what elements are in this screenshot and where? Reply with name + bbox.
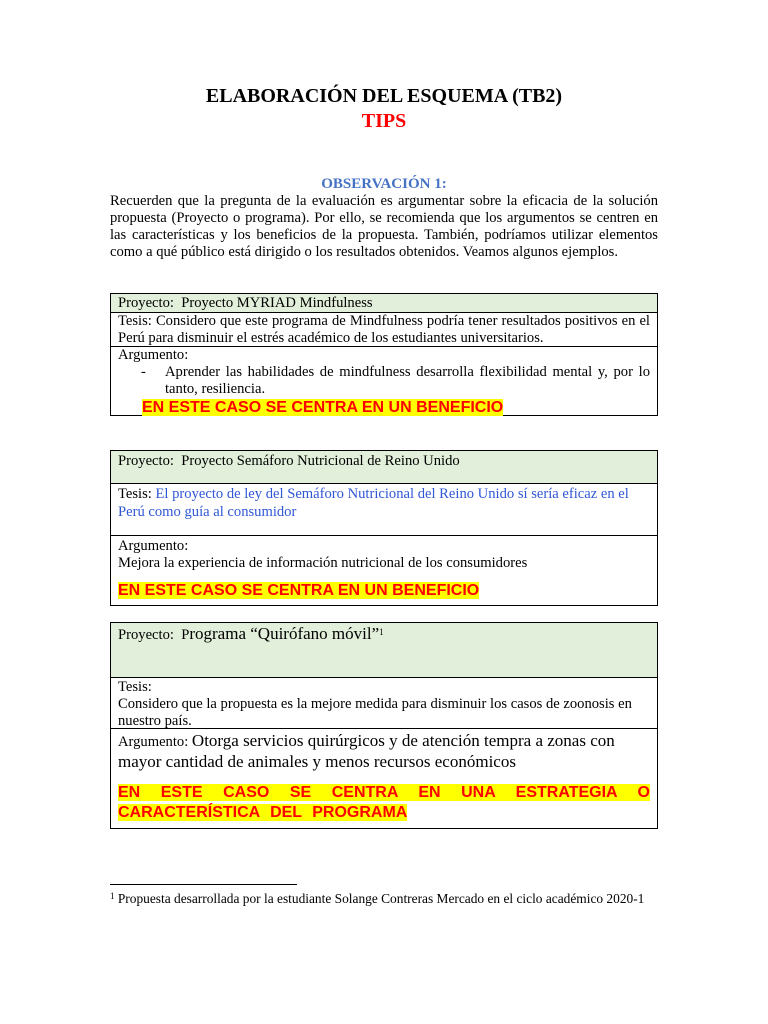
tesis-row (111, 484, 657, 536)
tesis-label: Tesis: (118, 679, 152, 695)
proyecto-value: Proyecto Semáforo Nutricional de Reino Unido (181, 453, 460, 469)
argumento-list-item (118, 364, 650, 398)
footnote-separator (110, 884, 297, 885)
tesis-label: Tesis: (118, 486, 152, 502)
footnote-number: 1 (110, 891, 115, 901)
example-box-3 (110, 622, 658, 829)
argumento-value: Mejora la experiencia de información nutricional de los consumidores (118, 555, 528, 571)
argumento-row (111, 536, 657, 605)
page-title: ELABORACIÓN DEL ESQUEMA (TB2) (205, 85, 563, 107)
argumento-value: Otorga servicios quirúrgicos y de atención tempra a zonas con mayor cantidad de animales y menos recursos económicos (118, 731, 615, 771)
footnote (110, 890, 658, 907)
tesis-row (111, 678, 657, 729)
example-box-1 (110, 293, 658, 416)
proyecto-value: Proyecto MYRIAD Mindfulness (181, 295, 373, 311)
proyecto-value-first: P (181, 627, 190, 643)
tesis-value: Considero que la propuesta es la mejore medida para disminuir los casos de zoonosis en nuestro país. (118, 696, 632, 729)
argumento-label: Argumento: (118, 347, 189, 363)
proyecto-value-rest: rograma “Quirófano móvil” (189, 624, 380, 643)
tesis-value: Considero que este programa de Mindfulness podría tener resultados positivos en el Perú para disminuir el estrés académico de los estudiantes universitarios. (118, 313, 650, 346)
page-subtitle: TIPS (361, 110, 407, 132)
argumento-value: Aprender las habilidades de mindfulness desarrolla flexibilidad mental y, por lo tanto, resiliencia. (165, 364, 650, 397)
proyecto-label: Proyecto: (118, 295, 174, 311)
example-box-2 (110, 450, 658, 606)
proyecto-label: Proyecto: (118, 453, 174, 469)
footnote-text: Propuesta desarrollada por la estudiante Solange Contreras Mercado en el ciclo académico 2020-1 (117, 891, 645, 906)
observation-text: Recuerden que la pregunta de la evaluación es argumentar sobre la eficacia de la solución propuesta (Proyecto o programa). Por ello, se recomienda que los argumentos se centren en las características y los beneficios de la propuesta. También, podríamos utilizar elementos como a qué público está dirigido o los resultados obtenidos. Veamos algunos ejemplos. (110, 193, 658, 260)
argumento-label: Argumento: (118, 538, 189, 554)
footnote-reference: 1 (379, 627, 384, 637)
conclusion-highlight: EN ESTE CASO SE CENTRA EN UN BENEFICIO (118, 582, 480, 599)
proyecto-row (111, 623, 657, 678)
tesis-row (111, 313, 657, 347)
proyecto-label: Proyecto: (118, 627, 174, 643)
proyecto-row (111, 294, 657, 313)
argumento-row (111, 729, 657, 828)
proyecto-row (111, 451, 657, 484)
bullet-dash: - (141, 364, 146, 380)
tesis-label: Tesis: (118, 313, 152, 329)
tesis-value: El proyecto de ley del Semáforo Nutricional del Reino Unido sí sería eficaz en el Perú como guía al consumidor (118, 486, 629, 520)
conclusion-highlight: EN ESTE CASO SE CENTRA EN UN BENEFICIO (142, 399, 504, 416)
argumento-label: Argumento: (118, 734, 189, 750)
argumento-row (111, 347, 657, 415)
conclusion-highlight: EN ESTE CASO SE CENTRA EN UNA ESTRATEGIA O CARACTERÍSTICA DEL PROGRAMA (118, 784, 650, 821)
observation-heading: OBSERVACIÓN 1: (321, 176, 447, 192)
